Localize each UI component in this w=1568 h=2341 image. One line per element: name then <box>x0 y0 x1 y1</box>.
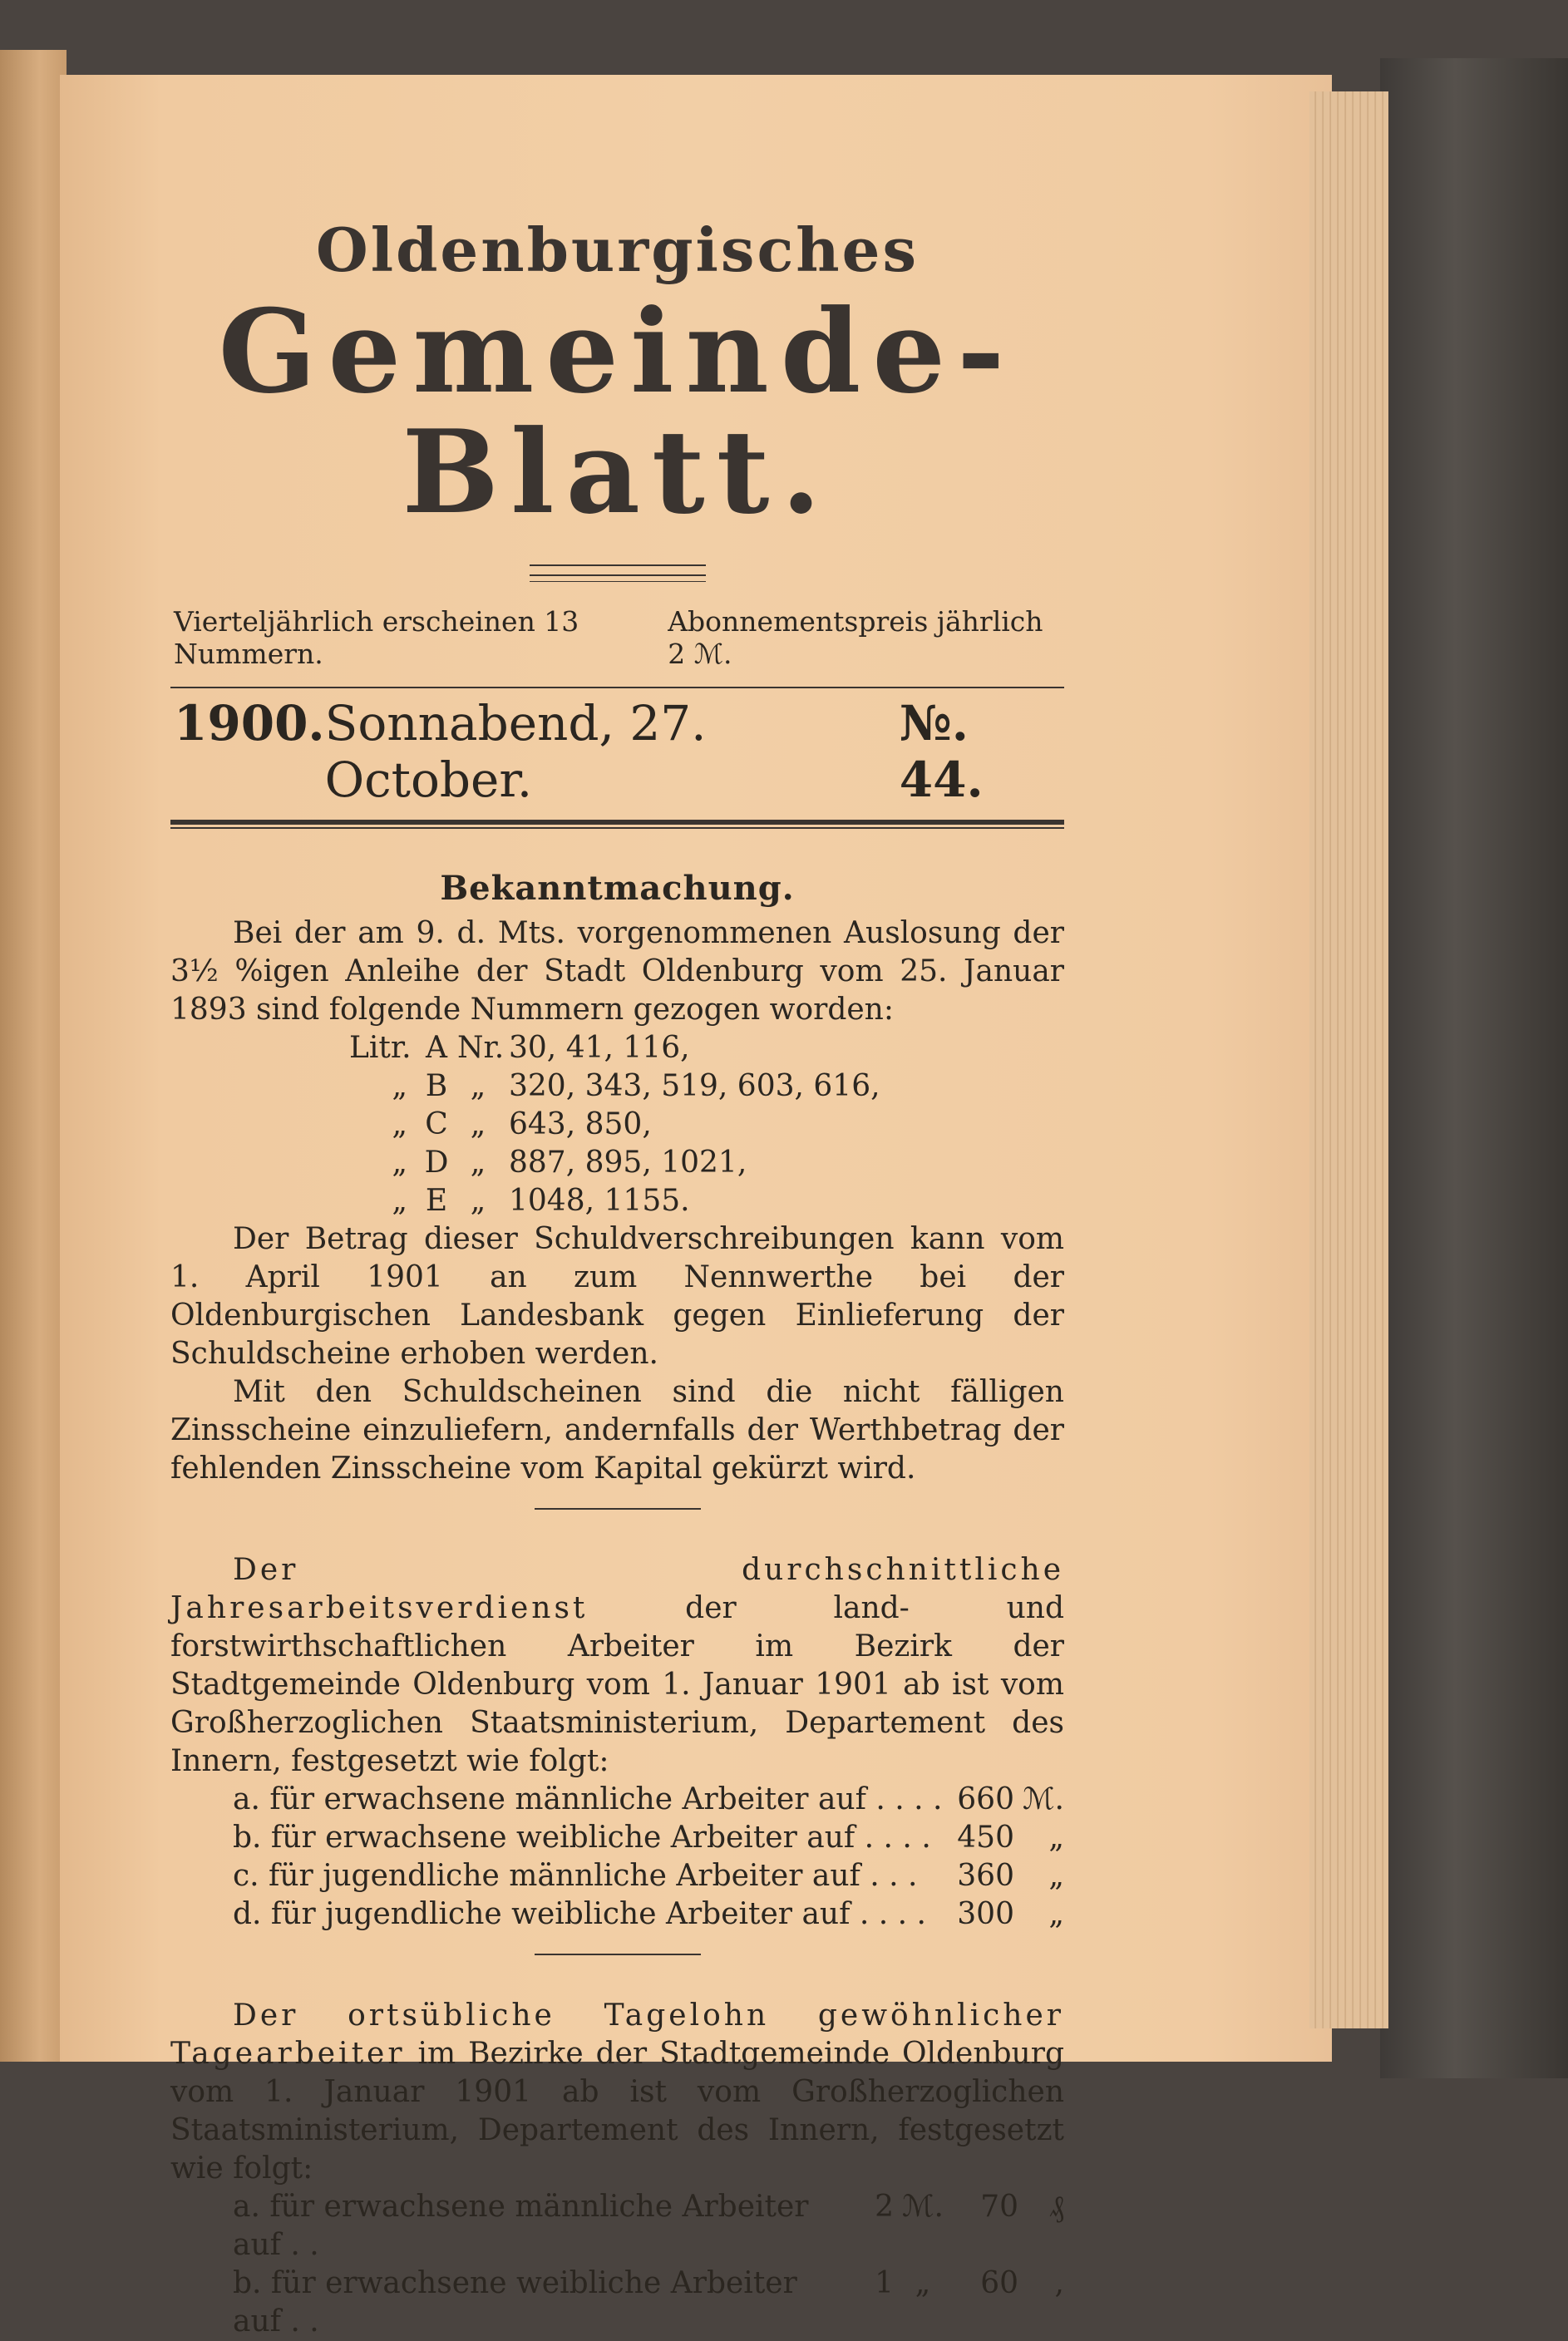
annual-wage-row: d. für jugendliche weibliche Arbeiter auf . . . . 300 „ <box>233 1896 1064 1931</box>
issue-frequency: Vierteljährlich erscheinen 13 Nummern. <box>174 604 579 670</box>
title-line-2: Gemeinde-Blatt. <box>218 283 1017 540</box>
annual-intro-spaced: Der durchschnittliche Jahresarbeitsverdienst <box>170 1552 1064 1625</box>
daily-wage-row: b. für erwachsene weibliche Arbeiter auf . . 1 „ 60 , <box>233 2265 1064 2339</box>
ornament-rule <box>530 564 706 576</box>
left-page-edge <box>0 50 67 2062</box>
issue-number: №. 44. <box>899 694 984 808</box>
subscription-line <box>170 605 1064 670</box>
issue-date: Sonnabend, 27. October. <box>324 694 707 808</box>
annual-wage-row: b. für erwachsene weibliche Arbeiter auf . . . . 450 „ <box>233 1820 1064 1855</box>
section-separator <box>535 1508 701 1510</box>
lot-row: „ B „ 320, 343, 519, 603, 616, <box>392 1068 880 1103</box>
daily-intro-spaced: Der ortsübliche Tagelohn gewöhnlicher Tagearbeiter <box>170 1998 1064 2071</box>
notice-intro: Bei der am 9. d. Mts. vorgenommenen Auslosung der 3½ %igen Anleihe der Stadt Oldenburg vom 25. Januar 1893 sind folgende Nummern gezogen worden: <box>170 915 1064 1027</box>
book-spine <box>1380 58 1568 2078</box>
lot-row: „ E „ 1048, 1155. <box>392 1183 690 1218</box>
title-line-1: Oldenburgisches <box>316 214 919 285</box>
notice-coupons: Mit den Schuldscheinen sind die nicht fälligen Zinsscheine einzuliefern, andernfalls der Werthbetrag der fehlenden Zinsscheine vom Kapital gekürzt wird. <box>170 1374 1064 1486</box>
annual-intro-rest: der land- und forstwirthschaftlichen Arbeiter im Bezirk der Stadtgemeinde Oldenburg vom 1. Januar 1901 ab ist vom Großherzoglichen Staatsministerium, Departement des Innern, festgesetzt wie folgt: <box>170 1590 1065 1778</box>
lot-row: „ D „ 887, 895, 1021, <box>392 1145 747 1180</box>
header-heavy-rule <box>170 820 1064 829</box>
issue-year: 1900. <box>174 694 325 752</box>
daily-intro <box>170 1997 1064 2188</box>
subscription-price: Abonnementspreis jährlich 2 ℳ. <box>668 604 1043 670</box>
page-edges <box>1309 91 1388 2028</box>
lot-list <box>170 1029 1064 1220</box>
issue-line <box>170 695 1064 808</box>
daily-wage-row: a. für erwachsene männliche Arbeiter auf . . 2 ℳ. 70 ₰ <box>233 2189 1064 2262</box>
page-content <box>170 200 1064 2341</box>
daily-intro-rest: im Bezirke der Stadtgemeinde Oldenburg vom 1. Januar 1901 ab ist vom Großherzoglichen Staatsministerium, Departement des Innern, festgesetzt wie folgt: <box>170 2036 1064 2186</box>
notice-heading: Bekanntmachung. <box>440 868 795 908</box>
header-rule <box>170 687 1064 688</box>
section-separator <box>535 1954 701 1955</box>
notice-payment: Der Betrag dieser Schuldverschreibungen kann vom 1. April 1901 an zum Nennwerthe bei der Oldenburgischen Landesbank gegen Einlieferung der Schuldscheine erhoben werden. <box>170 1221 1064 1371</box>
annual-intro <box>170 1551 1064 1781</box>
ornament-rule-thin <box>530 576 706 582</box>
annual-wage-row: a. für erwachsene männliche Arbeiter auf . . . . 660 ℳ. <box>233 1782 1064 1816</box>
annual-wage-row: c. für jugendliche männliche Arbeiter auf . . . 360 „ <box>233 1858 1064 1893</box>
lot-row: Litr. A Nr. 30, 41, 116, <box>349 1030 690 1065</box>
lot-row: „ C „ 643, 850, <box>392 1106 652 1141</box>
